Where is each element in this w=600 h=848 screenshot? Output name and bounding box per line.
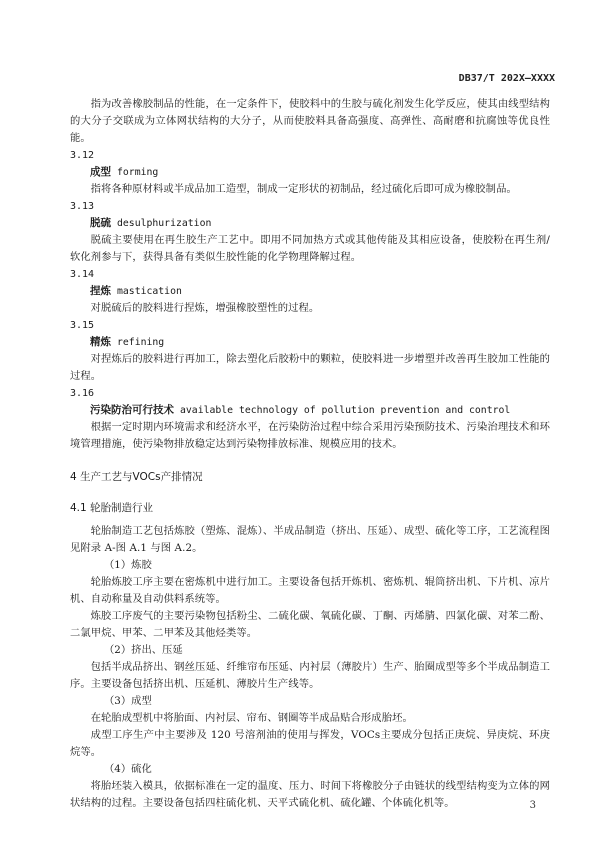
- paragraph: 根据一定时期内环境需求和经济水平，在污染防治过程中综合采用污染预防技术、污染治理技术和环境管理措施，使污染物排放稳定达到污染物排放标准、规模应用的技术。: [70, 421, 550, 450]
- term-chinese: 精炼: [90, 336, 111, 348]
- sub-item-heading: （4）硫化: [104, 763, 152, 775]
- term-english: desulphurization: [117, 218, 212, 229]
- paragraph: 轮胎制造工艺包括炼胶（塑炼、混炼）、半成品制造（挤出、压延）、成型、硫化等工序，工艺流程图见附录 A-图 A.1 与图 A.2。: [70, 525, 550, 554]
- subsection-heading: 4.1 轮胎制造行业: [70, 502, 154, 514]
- clause-number: 3.14: [70, 269, 95, 280]
- term-chinese: 脱硫: [90, 217, 111, 229]
- clause-number: 3.15: [70, 320, 95, 331]
- paragraph: 将胎坯装入模具，依据标准在一定的温度、压力、时间下将橡胶分子由链状的线型结构变为立体的网状结构的过程。主要设备包括四柱硫化机、天平式硫化机、硫化罐、个体硫化机等。: [70, 780, 550, 809]
- clause-number: 3.12: [70, 150, 95, 161]
- term-chinese: 成型: [90, 166, 111, 178]
- term-heading: [70, 215, 550, 232]
- sub-item-heading: （2）挤出、压延: [104, 644, 183, 656]
- paragraph: 指将各种原材料或半成品加工造型，制成一定形状的初制品，经过硫化后即可成为橡胶制品。: [90, 183, 517, 195]
- sub-item-heading: （1）炼胶: [104, 559, 152, 571]
- term-heading: [70, 334, 550, 351]
- paragraph: 炼胶工序废气的主要污染物包括粉尘、二硫化碳、氧硫化碳、丁酮、丙烯腈、四氯化碳、对苯二酚、二氯甲烷、甲苯、二甲苯及其他烃类等。: [70, 610, 550, 639]
- term-english: available technology of pollution prevention and control: [180, 405, 511, 416]
- paragraph: 包括半成品挤出、钢丝压延、纤维帘布压延、内衬层（薄胶片）生产、胎圈成型等多个半成品制造工序。主要设备包括挤出机、压延机、薄胶片生产线等。: [70, 661, 550, 690]
- paragraph: 对脱硫后的胶料进行捏炼，增强橡胶塑性的过程。: [90, 302, 320, 314]
- document-code: DB37/T 202X—XXXX: [458, 73, 555, 84]
- paragraph: 成型工序生产中主要涉及 120 号溶剂油的使用与挥发，VOCs主要成分包括正庚烷、异庚烷、环庚烷等。: [70, 729, 550, 758]
- clause-number: 3.16: [70, 388, 95, 399]
- term-english: mastication: [117, 286, 182, 297]
- paragraph: 指为改善橡胶制品的性能，在一定条件下，使胶料中的生胶与硫化剂发生化学反应，使其由线型结构的大分子交联成为立体网状结构的大分子，从而使胶料具备高强度、高弹性、高耐磨和抗腐蚀等优良性能。: [70, 98, 550, 144]
- section-heading: 4 生产工艺与VOCs产排情况: [70, 471, 203, 483]
- term-heading: [70, 402, 550, 419]
- term-chinese: 污染防治可行技术: [90, 404, 174, 416]
- page-number: 3: [529, 800, 536, 811]
- term-english: forming: [117, 167, 159, 178]
- paragraph: 脱硫主要使用在再生胶生产工艺中。即用不同加热方式或其他传能及其相应设备，使胶粉在再生剂/软化剂参与下，获得具备有类似生胶性能的化学物理降解过程。: [70, 234, 550, 263]
- page-content: [70, 96, 550, 812]
- term-english: refining: [117, 337, 165, 348]
- paragraph: 轮胎炼胶工序主要在密炼机中进行加工。主要设备包括开炼机、密炼机、辊筒挤出机、下片机、凉片机、自动称量及自动供料系统等。: [70, 576, 550, 605]
- sub-item-heading: （3）成型: [104, 695, 152, 707]
- term-heading: [70, 164, 550, 181]
- term-chinese: 捏炼: [90, 285, 111, 297]
- paragraph: 在轮胎成型机中将胎面、内衬层、帘布、钢圈等半成品贴合形成胎坯。: [90, 712, 413, 724]
- term-heading: [70, 283, 550, 300]
- paragraph: 对捏炼后的胶料进行再加工，除去塑化后胶粉中的颗粒，使胶料进一步增塑并改善再生胶加工性能的过程。: [70, 353, 550, 382]
- clause-number: 3.13: [70, 201, 95, 212]
